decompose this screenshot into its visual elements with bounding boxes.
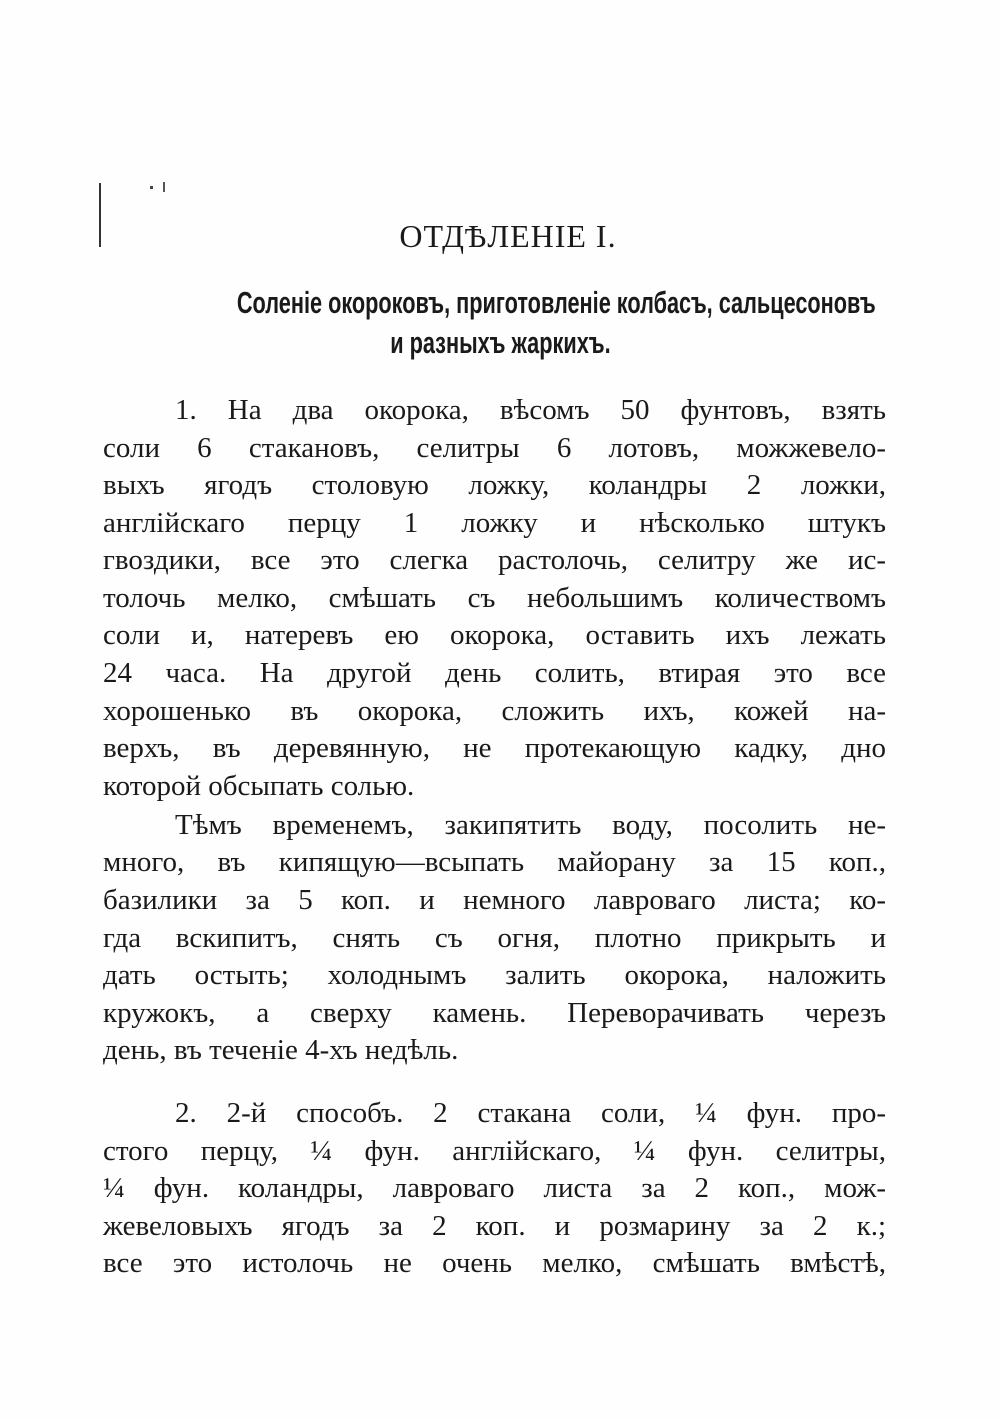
text-line: гвоздики, все это слегка растолочь, селитру же ис-	[103, 544, 886, 576]
text-line: базилики за 5 коп. и немного лавроваго листа; ко-	[103, 884, 886, 916]
text-line: соли и, натеревъ ею окорока, оставить ихъ лежать	[103, 619, 886, 651]
subtitle-text: и разныхъ жаркихъ.	[389, 325, 611, 360]
section-heading: ОТДѢЛЕНІЕ I.	[399, 218, 617, 254]
text-line: кружокъ, а сверху камень. Переворачивать черезъ	[103, 997, 886, 1029]
text-line: Тѣмъ временемъ, закипятить воду, посолить не-	[175, 809, 886, 841]
text-line: жевеловыхъ ягодъ за 2 коп. и розмарину за 2 к.;	[103, 1210, 886, 1242]
text-line: стого перцу, ¼ фун. англійскаго, ¼ фун. селитры,	[103, 1135, 886, 1167]
text-line: которой обсыпать солью.	[103, 770, 415, 802]
text-line: гда вскипитъ, снять съ огня, плотно прикрыть и	[103, 922, 886, 954]
text-line: все это истолочь не очень мелко, смѣшать вмѣстѣ,	[103, 1247, 886, 1279]
text-line: англійскаго перцу 1 ложку и нѣсколько штукъ	[103, 507, 886, 539]
text-line: 2. 2-й способъ. 2 стакана соли, ¼ фун. про-	[175, 1097, 886, 1129]
text-line: 1. На два окорока, вѣсомъ 50 фунтовъ, взять	[175, 394, 886, 426]
text-line: толочь мелко, смѣшать съ небольшимъ количествомъ	[103, 582, 886, 614]
scan-speck	[150, 186, 153, 189]
text-line: 24 часа. На другой день солить, втирая это все	[103, 657, 886, 689]
text-line: верхъ, въ деревянную, не протекающую кадку, дно	[103, 732, 886, 764]
text-line: выхъ ягодъ столовую ложку, коландры 2 ложки,	[103, 469, 886, 501]
scan-speck	[163, 182, 165, 192]
text-line: ¼ фун. коландры, лавроваго листа за 2 коп., мож-	[103, 1172, 886, 1204]
subtitle-text: Соленіе окороковъ, приготовленіе колбасъ, сальцесоновъ	[236, 285, 876, 320]
section-subtitle-line	[100, 285, 900, 321]
text-line: день, въ теченіе 4-хъ недѣль.	[103, 1034, 459, 1066]
section-subtitle-line	[100, 325, 900, 361]
text-line: хорошенько въ окорока, сложить ихъ, кожей на-	[103, 695, 886, 727]
text-line: дать остыть; холоднымъ залить окорока, наложить	[103, 959, 886, 991]
text-line: соли 6 стакановъ, селитры 6 лотовъ, можжевело-	[103, 432, 886, 464]
text-line: много, въ кипящую—всыпать майорану за 15 коп.,	[103, 846, 886, 878]
